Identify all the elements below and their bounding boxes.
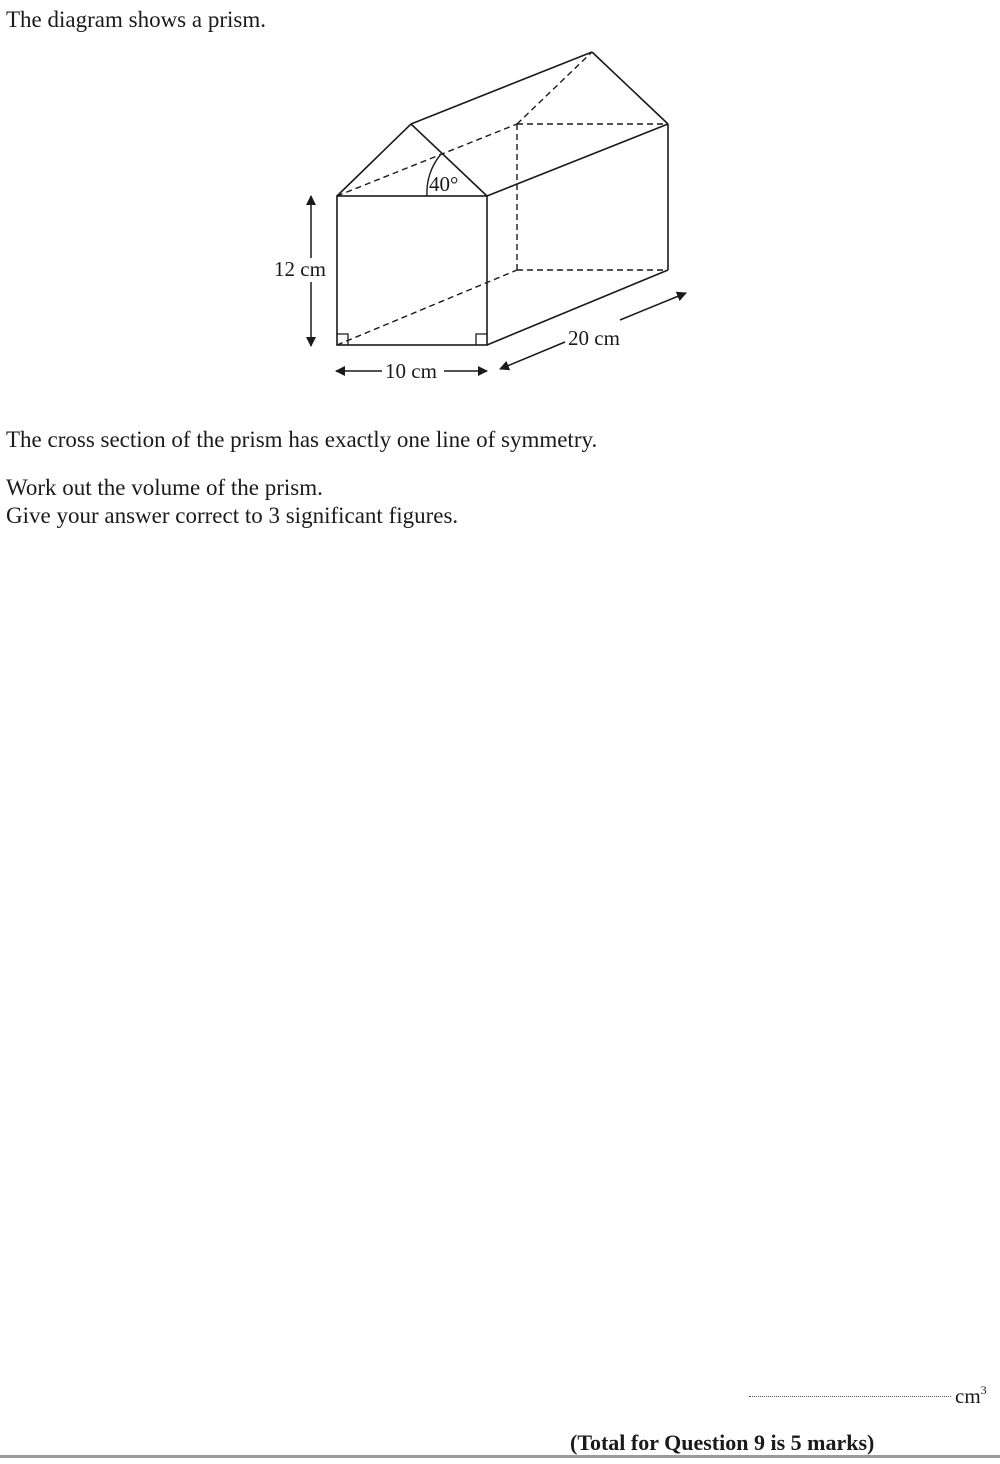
answer-unit-power: 3 xyxy=(980,1383,987,1397)
visible-edges xyxy=(337,52,668,345)
instruction-volume: Work out the volume of the prism. xyxy=(6,475,323,500)
hidden-edge-back-roof xyxy=(517,52,592,124)
instruction-sig-figs: Give your answer correct to 3 significant figures. xyxy=(6,503,459,528)
length-arrow-up xyxy=(620,293,686,320)
length-arrow-down xyxy=(500,342,565,369)
angle-label: 40° xyxy=(429,172,459,196)
height-label: 12 cm xyxy=(274,257,326,281)
question-intro: The diagram shows a prism. xyxy=(6,7,266,32)
top-right-edge xyxy=(487,124,668,196)
bottom-rule xyxy=(0,1455,1000,1458)
ridge-edge xyxy=(411,52,592,124)
back-roof-right xyxy=(592,52,668,124)
answer-line[interactable] xyxy=(749,1396,951,1397)
front-rectangle xyxy=(337,196,487,345)
front-roof-left xyxy=(337,124,411,196)
prism-diagram xyxy=(0,0,1000,420)
hidden-edges xyxy=(337,52,668,345)
width-label: 10 cm xyxy=(385,359,437,383)
symmetry-statement: The cross section of the prism has exactly one line of symmetry. xyxy=(6,427,598,452)
right-angle-marker-right xyxy=(476,334,487,345)
hidden-edge-bottom-left xyxy=(337,270,517,345)
answer-unit-text: cm xyxy=(955,1384,981,1408)
length-label: 20 cm xyxy=(568,326,620,350)
answer-unit xyxy=(955,1378,987,1408)
total-marks: (Total for Question 9 is 5 marks) xyxy=(570,1430,875,1455)
